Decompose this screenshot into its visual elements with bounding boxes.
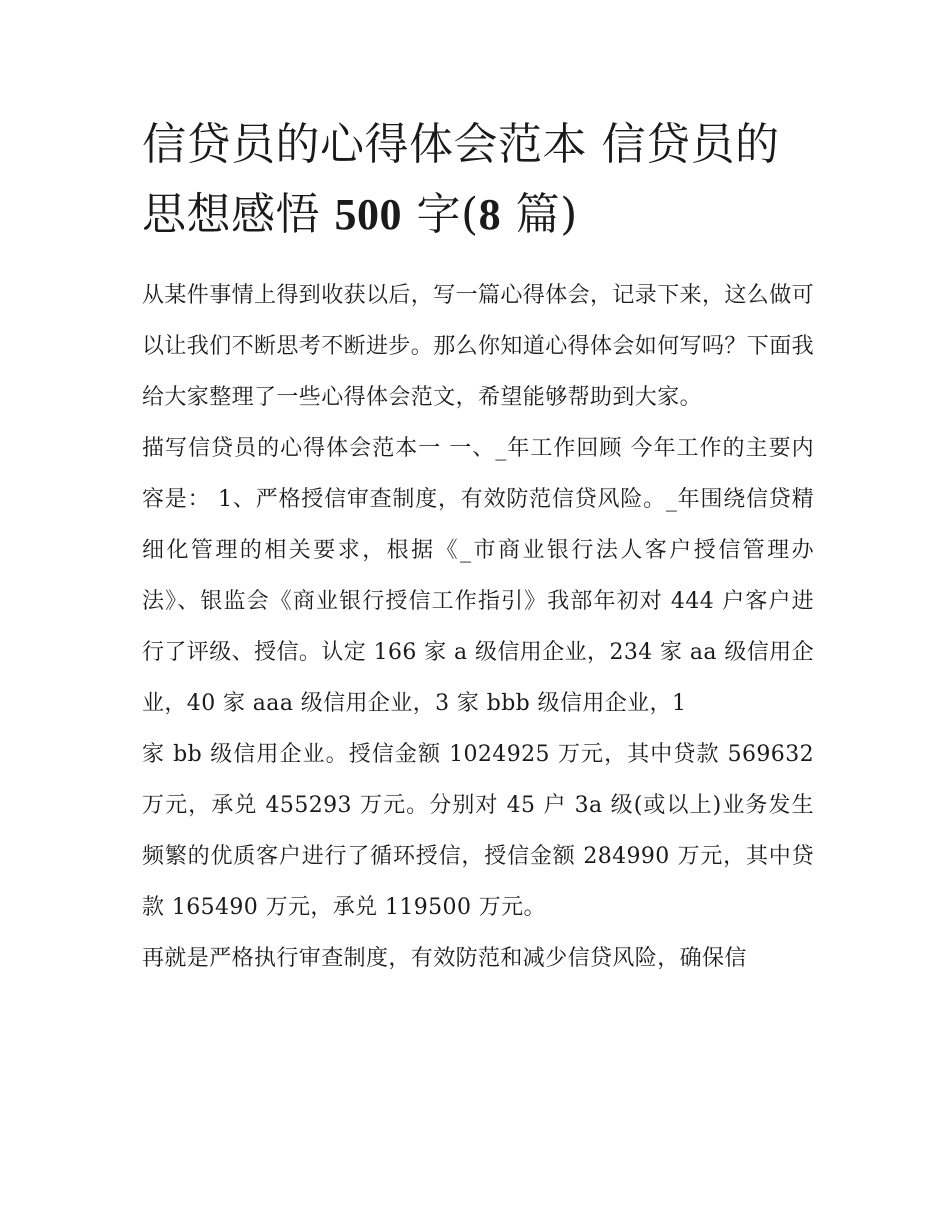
paragraph-review-system: 再就是严格执行审查制度，有效防范和减少信贷风险，确保信 — [142, 946, 747, 971]
title-text-3: 篇) — [515, 189, 578, 240]
paragraph-intro: 从某件事情上得到收获以后，写一篇心得体会，记录下来，这么做可以让我们不断思考不断进步。那么你知道心得体会如何写吗？下面我给大家整理了一些心得体会范文，希望能够帮助到大家。 — [142, 283, 815, 410]
title-text-1: 信贷员的心得体会范本 信贷员的思想感悟 — [142, 119, 780, 240]
paragraph-review: 描写信贷员的心得体会范本一 一、_年工作回顾 今年工作的主要内容是： 1、严格授信审查制度，有效防范信贷风险。_年围绕信贷精细化管理的相关要求，根据《_市商业银行法人客户授信管理办法》、银监会《商业银行授信工作指引》我部年初对 444 户客户进行了评级、授信。认定 166 家 a 级信用企业，234 家 aa 级信用企业，40 家 aaa 级信用企业，3 家 bbb 级信用企业，1 — [142, 436, 814, 716]
document-page — [142, 110, 814, 984]
title-number: 500 — [334, 190, 402, 239]
title-text-2: 字( — [416, 189, 479, 240]
paragraph-credit-amount: 家 bb 级信用企业。授信金额 1024925 万元，其中贷款 569632 万元，承兑 455293 万元。分别对 45 户 3a 级(或以上)业务发生频繁的优质客户进行了循环授信，授信金额 284990 万元，其中贷款 165490 万元，承兑 119500 万元。 — [142, 742, 814, 920]
document-title — [142, 110, 814, 250]
title-number-2: 8 — [478, 190, 502, 239]
